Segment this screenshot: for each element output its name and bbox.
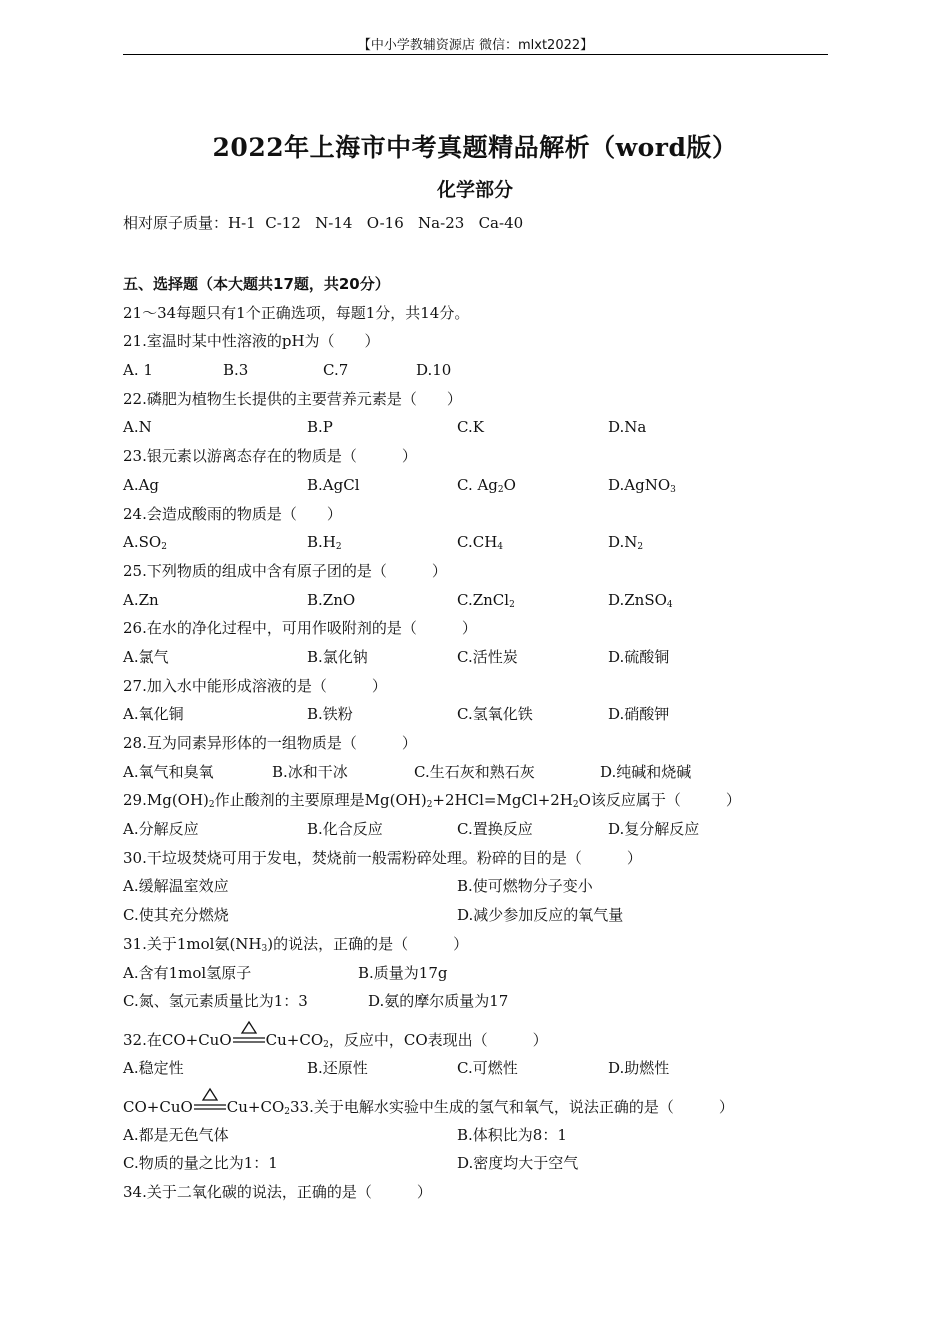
option-a: A.Zn xyxy=(123,590,159,609)
option-d: $D.N_2$ xyxy=(608,533,644,553)
question-22-stem: 22.磷肥为植物生长提供的主要营养元素是（ ） xyxy=(123,389,462,408)
option-a: A.缓解温室效应 xyxy=(123,877,229,896)
option-d: D.助燃性 xyxy=(608,1058,670,1077)
option-c: C.活性炭 xyxy=(457,647,518,666)
option-a: A.Ag xyxy=(123,475,160,494)
option-d: D.硝酸钾 xyxy=(608,705,670,724)
question-22-options xyxy=(123,413,843,442)
option-a: A.稳定性 xyxy=(123,1058,184,1077)
option-a: A.含有1mol氢原子 xyxy=(123,963,252,982)
option-d: D.Na xyxy=(608,418,647,437)
question-32-options xyxy=(123,1054,843,1083)
question-31-options-cd xyxy=(123,987,843,1016)
option-a: A.氧化铜 xyxy=(123,705,184,724)
option-c: $C.CH_4$ xyxy=(457,533,504,553)
option-c: C. $Ag_2O$ xyxy=(457,475,516,495)
option-b: B.铁粉 xyxy=(307,705,353,724)
option-b: B.冰和干冰 xyxy=(272,762,348,781)
option-d: D.复分解反应 xyxy=(608,820,700,839)
option-c: C.K xyxy=(457,418,484,437)
option-c: C.置换反应 xyxy=(457,820,533,839)
option-d: D.AgNO$_3$ xyxy=(608,475,676,495)
atomic-masses: 相对原子质量：H-1 C-12 N-14 O-16 Na-23 Ca-40 xyxy=(123,214,524,232)
question-27-options xyxy=(123,700,843,729)
question-25-options xyxy=(123,586,843,615)
option-c: C.生石灰和熟石灰 xyxy=(414,762,535,781)
document-subtitle: 化学部分 xyxy=(436,179,513,201)
option-b: B.使可燃物分子变小 xyxy=(457,877,593,896)
question-33-stem: CO+CuO $Cu+CO_233$.关于电解水实验中生成的氢气和氧气，说法正确的是（ ） xyxy=(123,1083,843,1121)
question-list xyxy=(123,270,843,1207)
option-d: D.ZnSO$_4$ xyxy=(608,590,673,610)
question-25-stem: 25.下列物质的组成中含有原子团的是（ ） xyxy=(123,561,447,580)
option-b: B.体积比为8：1 xyxy=(457,1125,567,1144)
option-c: C.7 xyxy=(323,361,349,380)
question-28-stem: 28.互为同素异形体的一组物质是（ ） xyxy=(123,734,417,752)
option-a: $A.SO_2$ xyxy=(123,533,167,553)
page-header: 【中小学教辅资源店 微信：mlxt2022】 xyxy=(123,34,828,55)
section-heading: 五、选择题（本大题共17题，共20分） xyxy=(123,275,390,293)
question-30-options-ab xyxy=(123,872,843,901)
option-b: B.还原性 xyxy=(307,1058,368,1077)
option-a: A.分解反应 xyxy=(123,820,199,839)
question-21-options xyxy=(123,356,843,385)
question-31-options-ab xyxy=(123,959,843,988)
option-c: C.可燃性 xyxy=(457,1058,518,1077)
heat-equals-sign-icon xyxy=(193,1096,227,1112)
option-c: C.氮、氢元素质量比为1：3 xyxy=(123,992,308,1011)
option-b: B.AgCl xyxy=(307,475,360,494)
option-c: C.使其充分燃烧 xyxy=(123,906,229,925)
option-b: B.P xyxy=(307,418,333,437)
question-30-options-cd xyxy=(123,901,843,930)
question-24-stem: 24.会造成酸雨的物质是（ ） xyxy=(123,504,342,523)
option-b: B.化合反应 xyxy=(307,820,383,839)
option-b: $B.H_2$ xyxy=(307,533,342,553)
option-d: D.减少参加反应的氧气量 xyxy=(457,906,624,925)
section-note: 21～34每题只有1个正确选项，每题1分，共14分。 xyxy=(123,303,470,322)
option-a: A.氯气 xyxy=(123,647,169,666)
question-23-options xyxy=(123,471,843,500)
question-21-stem: 21.室温时某中性溶液的pH为（ ） xyxy=(123,332,380,351)
option-d: D.硫酸铜 xyxy=(608,647,670,666)
document-title: 2022年上海市中考真题精品解析（word版） xyxy=(212,133,738,162)
option-b: B.ZnO xyxy=(307,590,356,609)
option-b: B.3 xyxy=(223,361,249,380)
option-d: D.氨的摩尔质量为17 xyxy=(368,992,509,1011)
question-29-stem: $29.Mg(OH)_2$作止酸剂的主要原理是$Mg(OH)_2+2HCl=MgCl+2H_2O$该反应属于（ ） xyxy=(123,791,741,811)
question-28-options xyxy=(123,758,843,787)
option-a: A. 1 xyxy=(123,361,153,380)
question-33-options-cd xyxy=(123,1149,843,1178)
question-29-options xyxy=(123,815,843,844)
option-c: C.氢氧化铁 xyxy=(457,705,533,724)
option-b: B.氯化钠 xyxy=(307,647,368,666)
question-32-stem: 32.在CO+CuO $Cu+CO_2$，反应中，CO表现出（ ） xyxy=(123,1016,843,1054)
option-c: C.ZnCl$_2$ xyxy=(457,590,515,610)
question-31-stem: 31.关于1mol氨$(NH_3)$的说法，正确的是（ ） xyxy=(123,934,469,954)
question-30-stem: 30.干垃圾焚烧可用于发电，焚烧前一般需粉碎处理。粉碎的目的是（ ） xyxy=(123,848,642,867)
question-26-options xyxy=(123,643,843,672)
question-34-stem: 34.关于二氧化碳的说法，正确的是（ ） xyxy=(123,1182,432,1201)
option-d: D.纯碱和烧碱 xyxy=(600,762,692,781)
option-a: A.都是无色气体 xyxy=(123,1125,229,1144)
question-26-stem: 26.在水的净化过程中，可用作吸附剂的是（ ） xyxy=(123,619,477,638)
heat-equals-sign-icon xyxy=(232,1029,266,1045)
option-c: C.物质的量之比为1：1 xyxy=(123,1154,278,1173)
option-a: A.N xyxy=(123,418,152,437)
question-27-stem: 27.加入水中能形成溶液的是（ ） xyxy=(123,676,387,695)
question-24-options xyxy=(123,528,843,557)
option-b: B.质量为17g xyxy=(358,963,448,982)
option-d: D.10 xyxy=(416,361,452,380)
question-23-stem: 23.银元素以游离态存在的物质是（ ） xyxy=(123,447,417,466)
option-d: D.密度均大于空气 xyxy=(457,1154,579,1173)
question-33-options-ab xyxy=(123,1121,843,1150)
option-a: A.氧气和臭氧 xyxy=(123,762,214,781)
